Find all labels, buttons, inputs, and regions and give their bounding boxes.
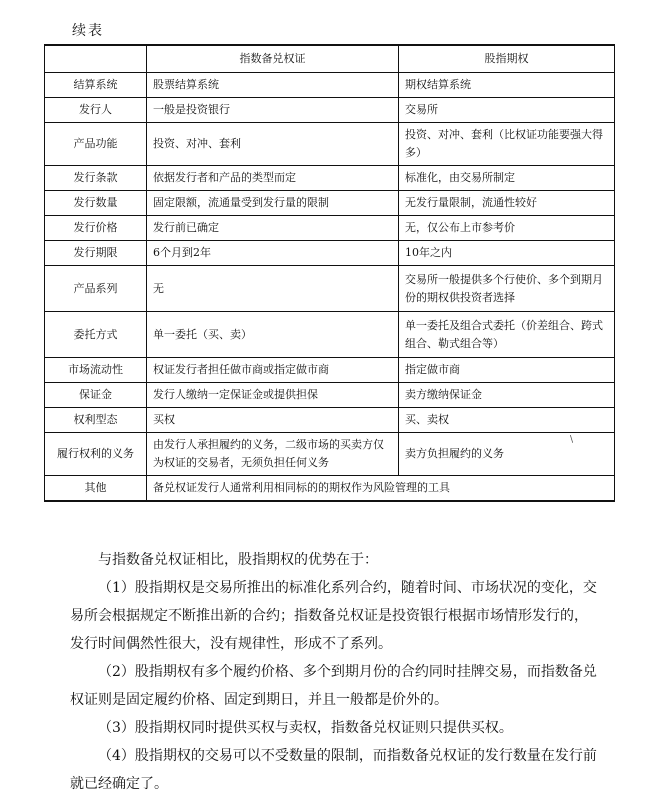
cell-index-option: 卖方缴纳保证金	[399, 383, 615, 408]
cell-index-warrant: 权证发行者担任做市商或指定做市商	[147, 358, 399, 383]
table-row	[45, 241, 615, 266]
table-row	[45, 266, 615, 312]
cell-index-option: 标准化，由交易所制定	[399, 166, 615, 191]
row-label: 履行权利的义务	[45, 433, 147, 476]
row-label: 保证金	[45, 383, 147, 408]
cell-index-warrant: 一般是投资银行	[147, 98, 399, 123]
table-header-row	[45, 45, 615, 73]
paragraph: （1）股指期权是交易所推出的标准化系列合约，随着时间、市场状况的变化，交易所会根据规定不断推出新的合约；指数备兑权证是投资银行根据市场情形发行的，发行时间偶然性很大，没有规律性，形成不了系列。	[70, 580, 597, 652]
row-label: 发行数量	[45, 191, 147, 216]
cell-index-warrant: 单一委托（买、卖）	[147, 312, 399, 358]
table-row	[45, 123, 615, 166]
cell-index-warrant: 股票结算系统	[147, 73, 399, 98]
header-index-warrant: 指数备兑权证	[147, 45, 399, 73]
table-row	[45, 191, 615, 216]
cell-index-warrant: 投资、对冲、套利	[147, 123, 399, 166]
cell-index-warrant: 6个月到2年	[147, 241, 399, 266]
cell-index-warrant: 无	[147, 266, 399, 312]
row-label: 产品功能	[45, 123, 147, 166]
row-other-text: 备兑权证发行人通常利用相同标的的期权作为风险管理的工具	[147, 476, 615, 502]
row-label: 委托方式	[45, 312, 147, 358]
cell-index-warrant: 由发行人承担履约的义务，二级市场的买卖方仅为权证的交易者，无须负担任何义务	[147, 433, 399, 476]
row-label: 发行人	[45, 98, 147, 123]
cell-index-option: 期权结算系统	[399, 73, 615, 98]
cell-index-option: 指定做市商	[399, 358, 615, 383]
row-label: 结算系统	[45, 73, 147, 98]
table-row	[45, 358, 615, 383]
row-label: 市场流动性	[45, 358, 147, 383]
cell-index-option: 买、卖权	[399, 408, 615, 433]
row-label: 产品系列	[45, 266, 147, 312]
cell-index-option: 交易所	[399, 98, 615, 123]
table-row	[45, 433, 615, 476]
body-text	[70, 546, 600, 798]
row-label: 权利型态	[45, 408, 147, 433]
cell-index-warrant: 固定限额，流通量受到发行量的限制	[147, 191, 399, 216]
table-row	[45, 312, 615, 358]
table-row	[45, 166, 615, 191]
row-label: 发行价格	[45, 216, 147, 241]
row-label: 发行条款	[45, 166, 147, 191]
paragraph: （4）股指期权的交易可以不受数量的限制，而指数备兑权证的发行数量在发行前就已经确定了。	[70, 748, 597, 792]
paragraph: （2）股指期权有多个履约价格、多个到期月份的合约同时挂牌交易，而指数备兑权证则是固定履约价格、固定到期日，并且一般都是价外的。	[70, 664, 597, 708]
cell-index-option: 卖方负担履约的义务	[399, 433, 615, 476]
row-label: 其他	[45, 476, 147, 502]
table-row	[45, 216, 615, 241]
table-row	[45, 383, 615, 408]
header-index-option: 股指期权	[399, 45, 615, 73]
cell-index-warrant: 买权	[147, 408, 399, 433]
cell-index-warrant: 依据发行者和产品的类型而定	[147, 166, 399, 191]
paragraph: 与指数备兑权证相比，股指期权的优势在于：	[98, 552, 378, 568]
row-label: 发行期限	[45, 241, 147, 266]
continuation-label: 续表	[72, 23, 104, 39]
table-row	[45, 98, 615, 123]
paragraph: （3）股指期权同时提供买权与卖权，指数备兑权证则只提供买权。	[98, 720, 513, 736]
cell-index-option: 10年之内	[399, 241, 615, 266]
header-corner	[45, 45, 147, 73]
cell-index-option: 投资、对冲、套利（比权证功能要强大得多）	[399, 123, 615, 166]
cell-index-warrant: 发行人缴纳一定保证金或提供担保	[147, 383, 399, 408]
cell-index-option: 无，仅公布上市参考价	[399, 216, 615, 241]
cell-index-option: 单一委托及组合式委托（价差组合、跨式组合、勒式组合等）	[399, 312, 615, 358]
table-row	[45, 408, 615, 433]
table-row	[45, 73, 615, 98]
cell-index-warrant: 发行前已确定	[147, 216, 399, 241]
cell-index-option: 交易所一般提供多个行使价、多个到期月份的期权供投资者选择	[399, 266, 615, 312]
cell-index-option: 无发行量限制，流通性较好	[399, 191, 615, 216]
table-row-other	[45, 476, 615, 502]
comparison-table	[44, 44, 615, 502]
stray-mark: \	[570, 435, 574, 445]
